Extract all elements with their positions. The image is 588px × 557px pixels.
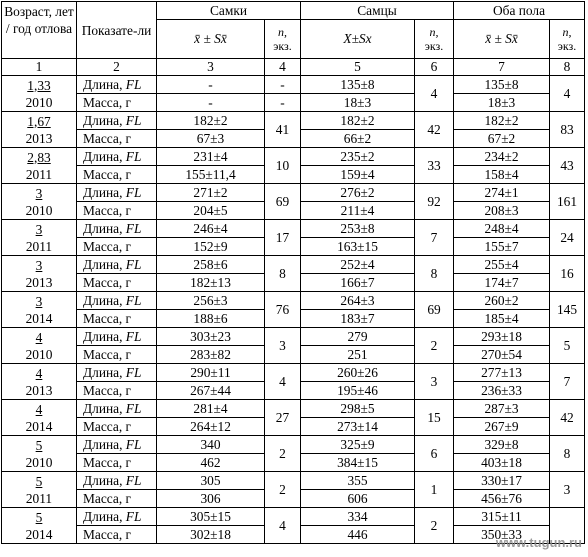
female-n: 27 <box>265 400 301 436</box>
both-mass: 236±33 <box>454 382 550 400</box>
females-header: Самки <box>157 2 301 20</box>
both-n: 8 <box>550 436 585 472</box>
female-mass: 264±12 <box>157 418 265 436</box>
male-n: 92 <box>415 184 454 220</box>
both-mass: 18±3 <box>454 94 550 112</box>
both-length: 260±2 <box>454 292 550 310</box>
both-mass: 174±7 <box>454 274 550 292</box>
indicator-mass: Масса, г <box>77 310 157 328</box>
length-label: Длина, FL <box>83 292 142 308</box>
male-length: 334 <box>301 508 415 526</box>
female-mass: 283±82 <box>157 346 265 364</box>
male-mass: 251 <box>301 346 415 364</box>
female-n: 4 <box>265 508 301 544</box>
length-label: Длина, FL <box>83 184 142 200</box>
male-n: 33 <box>415 148 454 184</box>
indicator-length <box>77 184 157 202</box>
table-body <box>2 76 585 544</box>
female-n: 3 <box>265 328 301 364</box>
indicator-mass: Масса, г <box>77 382 157 400</box>
age-year-cell <box>2 76 77 112</box>
indicator-length <box>77 328 157 346</box>
both-length: 315±11 <box>454 508 550 526</box>
both-mass: 185±4 <box>454 310 550 328</box>
male-n: 8 <box>415 256 454 292</box>
table-row <box>2 364 585 382</box>
col-number: 4 <box>265 59 301 76</box>
both-n-header: n, экз. <box>550 20 585 59</box>
both-length: 277±13 <box>454 364 550 382</box>
length-label: Длина, FL <box>83 400 142 416</box>
female-mass: 67±3 <box>157 130 265 148</box>
female-n: 69 <box>265 184 301 220</box>
table-row <box>2 94 585 112</box>
female-n: 4 <box>265 364 301 400</box>
both-length: 135±8 <box>454 76 550 94</box>
female-length: 231±4 <box>157 148 265 166</box>
indicator-length <box>77 436 157 454</box>
female-length: 281±4 <box>157 400 265 418</box>
both-mass: 208±3 <box>454 202 550 220</box>
indicator-mass: Масса, г <box>77 346 157 364</box>
male-mass: 273±14 <box>301 418 415 436</box>
both-length: 287±3 <box>454 400 550 418</box>
indicator-length <box>77 220 157 238</box>
both-n: 145 <box>550 292 585 328</box>
female-n: 8 <box>265 256 301 292</box>
age-value: 3 <box>35 293 43 309</box>
both-n: 83 <box>550 112 585 148</box>
both-length: 182±2 <box>454 112 550 130</box>
female-n: 2 <box>265 436 301 472</box>
male-length: 355 <box>301 472 415 490</box>
col-number: 5 <box>301 59 415 76</box>
catch-year: 2011 <box>25 238 53 254</box>
age-year-cell <box>2 472 77 508</box>
table-row <box>2 148 585 166</box>
female-n: - <box>265 94 301 112</box>
both-sexes-header: Оба пола <box>454 2 585 20</box>
female-length: - <box>157 76 265 94</box>
catch-year: 2011 <box>25 490 53 506</box>
both-length: 330±17 <box>454 472 550 490</box>
female-mass: 462 <box>157 454 265 472</box>
female-mass: 267±44 <box>157 382 265 400</box>
male-n: 69 <box>415 292 454 328</box>
indicator-mass: Масса, г <box>77 94 157 112</box>
length-label: Длина, FL <box>83 76 142 92</box>
indicator-mass: Масса, г <box>77 526 157 544</box>
females-mean-header: x̄ ± Sx̄ <box>157 20 265 59</box>
age-value: 3 <box>35 221 43 237</box>
length-label: Длина, FL <box>83 508 142 524</box>
both-mass: 158±4 <box>454 166 550 184</box>
females-n-header: n, экз. <box>265 20 301 59</box>
male-n: 6 <box>415 436 454 472</box>
female-n: 10 <box>265 148 301 184</box>
table-row <box>2 220 585 238</box>
female-n: 41 <box>265 112 301 148</box>
length-label: Длина, FL <box>83 256 142 272</box>
table-row <box>2 400 585 418</box>
male-n: 1 <box>415 472 454 508</box>
female-length: 258±6 <box>157 256 265 274</box>
both-n: 161 <box>550 184 585 220</box>
age-value: 5 <box>35 509 43 525</box>
males-mean-header: X±Sx <box>301 20 415 59</box>
both-mean-header: x̄ ± Sx̄ <box>454 20 550 59</box>
indicator-mass: Масса, г <box>77 202 157 220</box>
catch-year: 2011 <box>25 166 53 182</box>
col-number: 3 <box>157 59 265 76</box>
both-n: 16 <box>550 256 585 292</box>
length-label: Длина, FL <box>83 112 142 128</box>
female-mass: 155±11,4 <box>157 166 265 184</box>
table-row <box>2 256 585 274</box>
males-header: Самцы <box>301 2 454 20</box>
age-year-cell <box>2 148 77 184</box>
age-value: 5 <box>35 473 43 489</box>
table-row <box>2 76 585 94</box>
male-n: 7 <box>415 220 454 256</box>
catch-year: 2014 <box>25 310 53 326</box>
table-row <box>2 436 585 454</box>
table-row <box>2 508 585 526</box>
table-row <box>2 112 585 130</box>
male-mass: 166±7 <box>301 274 415 292</box>
female-length: 256±3 <box>157 292 265 310</box>
male-length: 182±2 <box>301 112 415 130</box>
indicator-mass: Масса, г <box>77 130 157 148</box>
female-n: 17 <box>265 220 301 256</box>
male-mass: 159±4 <box>301 166 415 184</box>
female-n: 76 <box>265 292 301 328</box>
male-length: 298±5 <box>301 400 415 418</box>
age-value: 4 <box>35 329 43 345</box>
female-length: 340 <box>157 436 265 454</box>
male-n: 4 <box>415 76 454 112</box>
catch-year: 2010 <box>25 454 53 470</box>
age-year-cell <box>2 328 77 364</box>
male-n: 2 <box>415 328 454 364</box>
watermark: www.tugun.ru <box>495 535 582 550</box>
male-n: 42 <box>415 112 454 148</box>
age-value: 4 <box>35 401 43 417</box>
catch-year: 2013 <box>25 274 53 290</box>
both-length: 255±4 <box>454 256 550 274</box>
indicator-mass: Масса, г <box>77 454 157 472</box>
col-number: 7 <box>454 59 550 76</box>
catch-year: 2014 <box>25 418 53 434</box>
length-label: Длина, FL <box>83 364 142 380</box>
male-n: 15 <box>415 400 454 436</box>
female-length: 246±4 <box>157 220 265 238</box>
male-length: 135±8 <box>301 76 415 94</box>
male-length: 276±2 <box>301 184 415 202</box>
male-n: 3 <box>415 364 454 400</box>
female-n: - <box>265 76 301 94</box>
catch-year: 2010 <box>25 202 53 218</box>
age-value: 3 <box>35 185 43 201</box>
male-mass: 446 <box>301 526 415 544</box>
indicator-mass: Масса, г <box>77 166 157 184</box>
both-mass: 67±2 <box>454 130 550 148</box>
both-n: 42 <box>550 400 585 436</box>
col-number: 6 <box>415 59 454 76</box>
age-year-cell <box>2 184 77 220</box>
age-value: 2,83 <box>27 149 51 165</box>
catch-year: 2010 <box>25 94 53 110</box>
indicator-mass: Масса, г <box>77 238 157 256</box>
both-n: 24 <box>550 220 585 256</box>
both-n: 3 <box>550 472 585 508</box>
male-mass: 606 <box>301 490 415 508</box>
age-year-cell <box>2 436 77 472</box>
both-n: 5 <box>550 328 585 364</box>
male-length: 325±9 <box>301 436 415 454</box>
age-year-cell <box>2 508 77 544</box>
indicator-length <box>77 148 157 166</box>
male-mass: 195±46 <box>301 382 415 400</box>
age-year-cell <box>2 400 77 436</box>
both-mass: 456±76 <box>454 490 550 508</box>
col-number: 8 <box>550 59 585 76</box>
age-header: Возраст, лет / год отлова <box>2 2 77 59</box>
both-length: 293±18 <box>454 328 550 346</box>
table-row <box>2 328 585 346</box>
female-length: 303±23 <box>157 328 265 346</box>
indicator-length <box>77 292 157 310</box>
indicator-length <box>77 112 157 130</box>
female-n: 2 <box>265 472 301 508</box>
indicator-header: Показате-ли <box>77 2 157 59</box>
male-length: 235±2 <box>301 148 415 166</box>
catch-year: 2013 <box>25 382 53 398</box>
catch-year: 2014 <box>25 526 53 542</box>
length-label: Длина, FL <box>83 148 142 164</box>
males-n-header: n, экз. <box>415 20 454 59</box>
indicator-length <box>77 76 157 94</box>
length-label: Длина, FL <box>83 220 142 236</box>
both-mass: 403±18 <box>454 454 550 472</box>
indicator-mass: Масса, г <box>77 490 157 508</box>
indicator-length <box>77 364 157 382</box>
male-mass: 183±7 <box>301 310 415 328</box>
female-mass: 188±6 <box>157 310 265 328</box>
both-length: 248±4 <box>454 220 550 238</box>
indicator-length <box>77 472 157 490</box>
female-mass: 182±13 <box>157 274 265 292</box>
catch-year: 2010 <box>25 346 53 362</box>
age-value: 3 <box>35 257 43 273</box>
indicator-mass: Масса, г <box>77 274 157 292</box>
col-number: 2 <box>77 59 157 76</box>
age-value: 4 <box>35 365 43 381</box>
age-value: 1,67 <box>27 113 51 129</box>
both-mass: 350±33 <box>454 526 550 544</box>
both-n: 43 <box>550 148 585 184</box>
both-length: 329±8 <box>454 436 550 454</box>
both-mass: 267±9 <box>454 418 550 436</box>
female-mass: 302±18 <box>157 526 265 544</box>
female-mass: 152±9 <box>157 238 265 256</box>
male-mass: 211±4 <box>301 202 415 220</box>
indicator-length <box>77 508 157 526</box>
male-length: 279 <box>301 328 415 346</box>
male-length: 252±4 <box>301 256 415 274</box>
catch-year: 2013 <box>25 130 53 146</box>
female-length: 271±2 <box>157 184 265 202</box>
indicator-length <box>77 400 157 418</box>
both-n: 4 <box>550 76 585 112</box>
male-mass: 163±15 <box>301 238 415 256</box>
age-year-cell <box>2 364 77 400</box>
female-length: 290±11 <box>157 364 265 382</box>
male-mass: 384±15 <box>301 454 415 472</box>
female-mass: - <box>157 94 265 112</box>
biometry-table <box>1 1 585 544</box>
both-mass: 270±54 <box>454 346 550 364</box>
column-numbers-row <box>2 59 585 76</box>
indicator-mass: Масса, г <box>77 418 157 436</box>
age-year-cell <box>2 292 77 328</box>
both-n: 7 <box>550 364 585 400</box>
female-mass: 306 <box>157 490 265 508</box>
age-value: 5 <box>35 437 43 453</box>
age-value: 1,33 <box>27 77 51 93</box>
female-length: 182±2 <box>157 112 265 130</box>
age-year-cell <box>2 220 77 256</box>
length-label: Длина, FL <box>83 472 142 488</box>
male-length: 260±26 <box>301 364 415 382</box>
both-length: 234±2 <box>454 148 550 166</box>
male-length: 253±8 <box>301 220 415 238</box>
female-length: 305 <box>157 472 265 490</box>
female-mass: 204±5 <box>157 202 265 220</box>
length-label: Длина, FL <box>83 328 142 344</box>
male-mass: 66±2 <box>301 130 415 148</box>
male-mass: 18±3 <box>301 94 415 112</box>
table-row <box>2 472 585 490</box>
male-n: 2 <box>415 508 454 544</box>
age-year-cell <box>2 256 77 292</box>
indicator-length <box>77 256 157 274</box>
female-length: 305±15 <box>157 508 265 526</box>
both-length: 274±1 <box>454 184 550 202</box>
col-number: 1 <box>2 59 77 76</box>
table-row <box>2 292 585 310</box>
male-length: 264±3 <box>301 292 415 310</box>
length-label: Длина, FL <box>83 436 142 452</box>
age-year-cell <box>2 112 77 148</box>
table-row <box>2 184 585 202</box>
both-mass: 155±7 <box>454 238 550 256</box>
